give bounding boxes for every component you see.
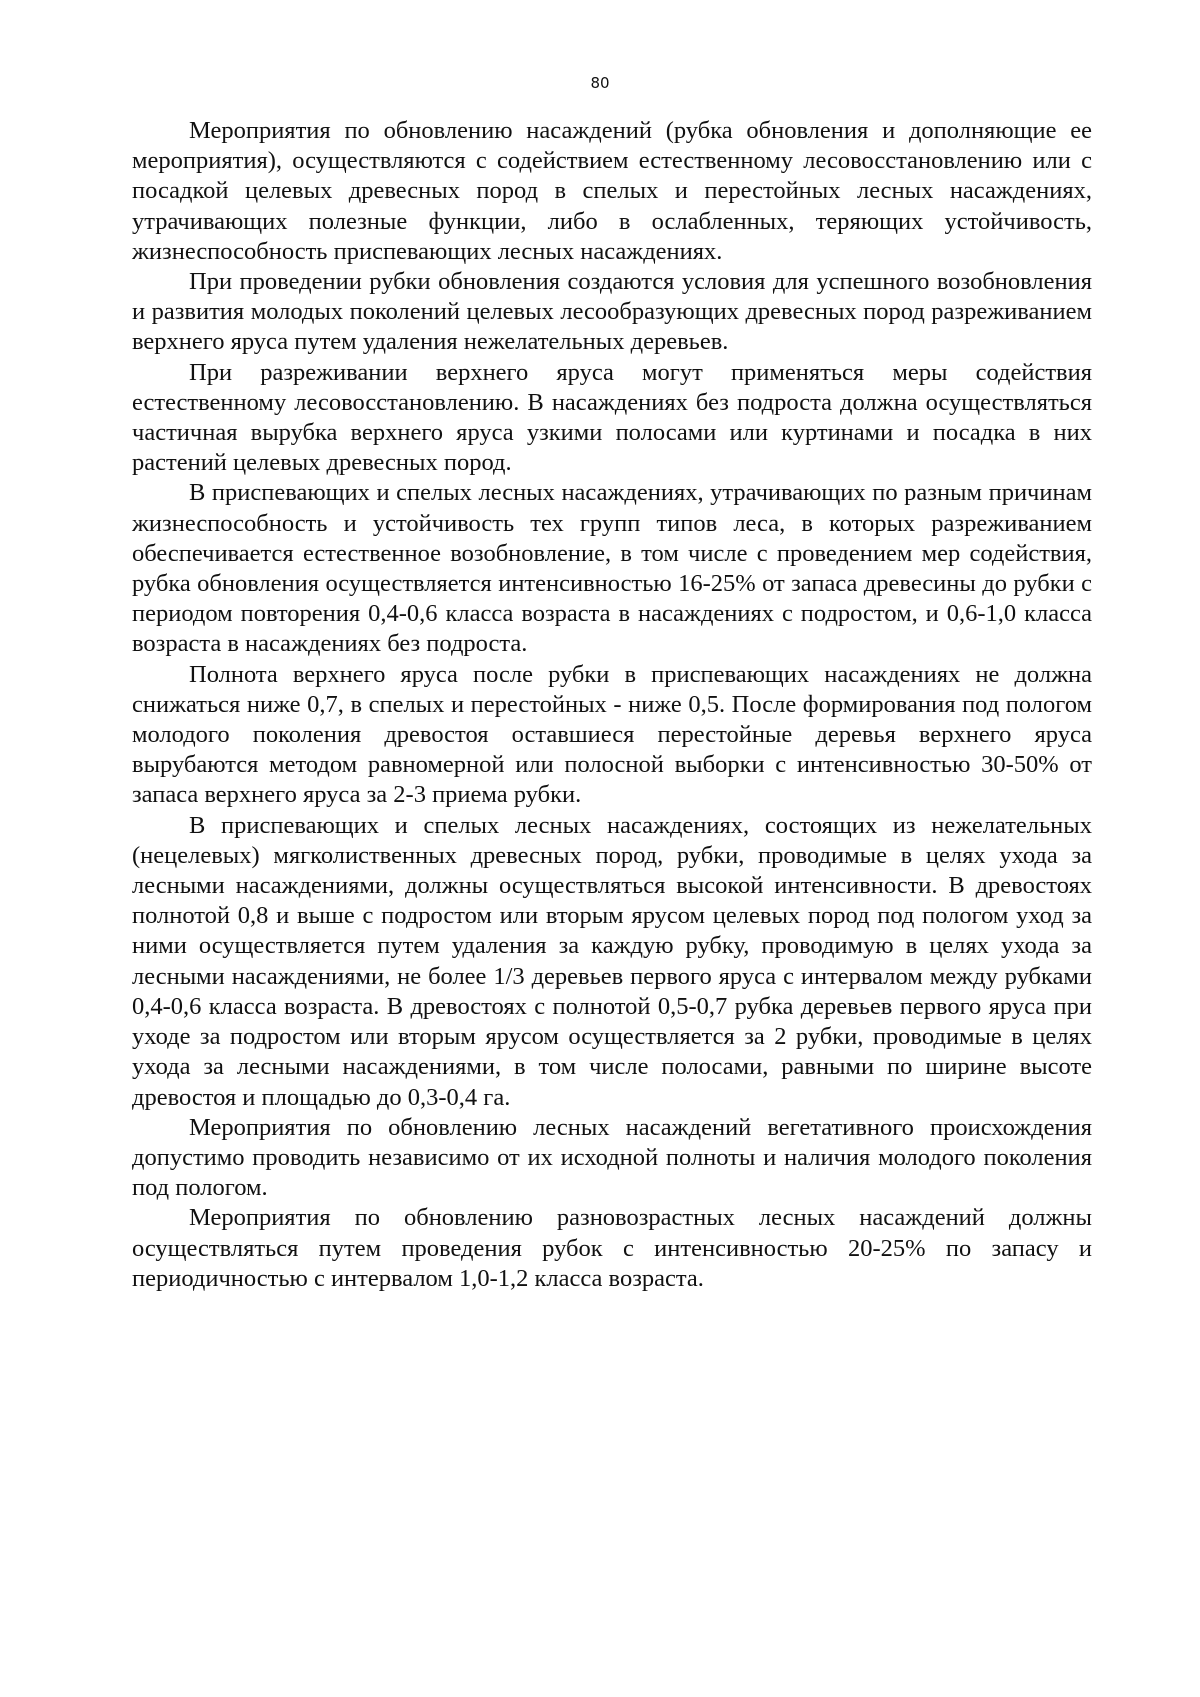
body-text: [132, 116, 1092, 1294]
page-number: 80: [590, 74, 610, 92]
paragraph-softwood-stands: В приспевающих и спелых лесных насаждениях, состоящих из нежелательных (нецелевых) мягколиственных древесных пород, рубки, проводимые в целях ухода за лесными насаждениями, должны осуществляться высокой интенсивности. В древостоях полнотой 0,8 и выше с подростом или вторым ярусом целевых пород под пологом уход за ними осуществляется путем удаления за каждую рубку, проводимую в целях ухода за лесными насаждениями, не более 1/3 деревьев первого яруса с интервалом между рубками 0,4-0,6 класса возраста. В древостоях с полнотой 0,5-0,7 рубка деревьев первого яруса при уходе за подростом или вторым ярусом осуществляется за 2 рубки, проводимые в целях ухода за лесными насаждениями, в том числе полосами, равными по ширине высоте древостоя и площадью до 0,3-0,4 га.: [132, 811, 1092, 1111]
paragraph-upper-tier-thinning: При разреживании верхнего яруса могут применяться меры содействия естественному лесовосстановлению. В насаждениях без подроста должна осуществляться частичная вырубка верхнего яруса узкими полосами или куртинами и посадка в них растений целевых древесных пород.: [132, 358, 1092, 477]
paragraph-ripening-stands: В приспевающих и спелых лесных насаждениях, утрачивающих по разным причинам жизнеспособность и устойчивость тех групп типов леса, в которых разреживанием обеспечивается естественное возобновление, в том числе с проведением мер содействия, рубка обновления осуществляется интенсивностью 16-25% от запаса древесины до рубки с периодом повторения 0,4-0,6 класса возраста в насаждениях с подростом, и 0,6-1,0 класса возраста в насаждениях без подроста.: [132, 479, 1092, 658]
paragraph-uneven-aged-stands: Мероприятия по обновлению разновозрастных лесных насаждений должны осуществляться путем проведения рубок с интенсивностью 20-25% по запасу и периодичностью с интервалом 1,0-1,2 класса возраста.: [132, 1204, 1092, 1292]
paragraph-upper-tier-density: Полнота верхнего яруса после рубки в приспевающих насаждениях не должна снижаться ниже 0,7, в спелых и перестойных - ниже 0,5. После формирования под пологом молодого поколения древостоя оставшиеся перестойные деревья верхнего яруса вырубаются методом равномерной или полосной выборки с интенсивностью 30-50% от запаса верхнего яруса за 2-3 приема рубки.: [132, 660, 1092, 809]
paragraph-renewal-measures: Мероприятия по обновлению насаждений (рубка обновления и дополняющие ее мероприятия), осуществляются с содействием естественному лесовосстановлению или с посадкой целевых древесных пород в спелых и перестойных лесных насаждениях, утрачивающих полезные функции, либо в ослабленных, теряющих устойчивость, жизнеспособность приспевающих лесных насаждениях.: [132, 117, 1092, 265]
paragraph-vegetative-origin: Мероприятия по обновлению лесных насаждений вегетативного происхождения допустимо проводить независимо от их исходной полноты и наличия молодого поколения под пологом.: [132, 1113, 1092, 1202]
paragraph-renewal-felling-conditions: При проведении рубки обновления создаются условия для успешного возобновления и развития молодых поколений целевых лесообразующих древесных пород разреживанием верхнего яруса путем удаления нежелательных деревьев.: [132, 268, 1092, 356]
